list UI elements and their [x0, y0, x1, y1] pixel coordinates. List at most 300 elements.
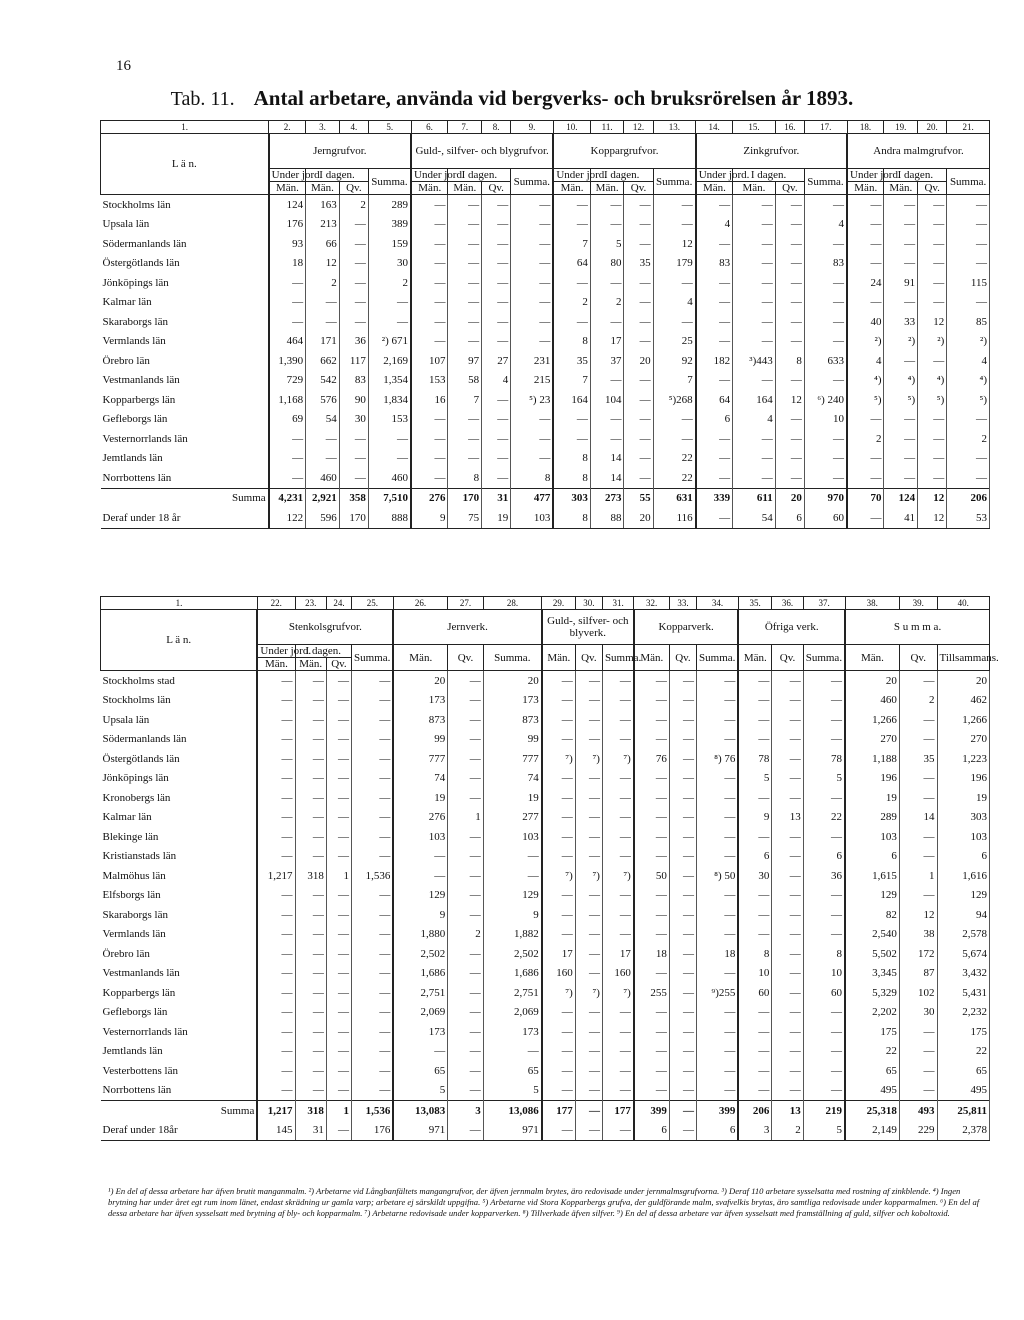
county-name: Vermlands län [101, 332, 269, 352]
county-name: Jönköpings län [101, 273, 269, 293]
cell-value: 888 [368, 508, 411, 528]
cell-value: — [269, 273, 306, 293]
cell-value: 493 [899, 1101, 937, 1121]
cell-value: ²) [947, 332, 990, 352]
cell-value: — [411, 468, 448, 488]
cell-value: — [918, 449, 947, 469]
cell-value: — [411, 429, 448, 449]
cell-value: 399 [697, 1101, 739, 1121]
cell-value: — [368, 312, 411, 332]
cell-value: — [847, 508, 884, 528]
cell-value: — [775, 468, 804, 488]
under-jord-header: Under jord. [269, 169, 306, 182]
cell-value: — [697, 905, 739, 925]
cell-value: 16 [411, 390, 448, 410]
cell-value: — [669, 1061, 696, 1081]
cell-value: 160 [542, 964, 575, 984]
cell-value: — [847, 449, 884, 469]
table-row [101, 234, 990, 254]
cell-value: 8 [553, 508, 590, 528]
cell-value: — [669, 1022, 696, 1042]
cell-value: — [918, 351, 947, 371]
i-dagen-header: I dagen. [306, 169, 369, 182]
column-number: 10. [553, 121, 590, 134]
cell-value: — [295, 847, 326, 867]
cell-value: — [602, 808, 633, 828]
cell-value: — [602, 886, 633, 906]
cell-value: — [918, 429, 947, 449]
county-name: Södermanlands län [101, 234, 269, 254]
table-row [101, 371, 990, 391]
cell-value: 2 [368, 273, 411, 293]
cell-value: 83 [696, 254, 733, 274]
county-name: Norrbottens län [101, 468, 269, 488]
cell-value: — [947, 410, 990, 430]
cell-value: 5 [803, 769, 845, 789]
cell-value: 31 [295, 1121, 326, 1141]
cell-value: 1 [326, 1101, 351, 1121]
cell-value: 270 [845, 730, 899, 750]
cell-value: 8 [738, 944, 771, 964]
cell-value: — [772, 1003, 803, 1023]
cell-value: — [803, 671, 845, 691]
cell-value: — [733, 254, 776, 274]
cell-value: — [511, 332, 554, 352]
cell-value: 339 [696, 488, 733, 508]
table-row [101, 905, 990, 925]
cell-value: — [448, 312, 482, 332]
cell-value: — [326, 827, 351, 847]
cell-value: 65 [483, 1061, 542, 1081]
column-number: 21. [947, 121, 990, 134]
cell-value: 8 [553, 449, 590, 469]
column-number: 13. [653, 121, 696, 134]
cell-value: — [899, 1022, 937, 1042]
page-number: 16 [116, 58, 131, 74]
cell-value: 92 [653, 351, 696, 371]
column-number: 34. [697, 597, 739, 610]
cell-value: — [775, 410, 804, 430]
cell-value: — [542, 1042, 575, 1062]
cell-value: 3 [738, 1121, 771, 1141]
man-header: Män. [733, 182, 776, 195]
cell-value: 4 [482, 371, 511, 391]
cell-value: — [697, 1022, 739, 1042]
cell-value: — [804, 449, 847, 469]
cell-value: 31 [482, 488, 511, 508]
cell-value: — [899, 769, 937, 789]
cell-value: 2 [448, 925, 484, 945]
cell-value: — [448, 254, 482, 274]
cell-value: 19 [845, 788, 899, 808]
cell-value: 6 [738, 847, 771, 867]
qv-header: Qv. [482, 182, 511, 195]
cell-value: — [947, 449, 990, 469]
cell-value: 4 [653, 293, 696, 313]
cell-value: — [697, 1081, 739, 1101]
cell-value: — [483, 847, 542, 867]
cell-value: 8 [775, 351, 804, 371]
cell-value: — [511, 410, 554, 430]
cell-value: — [884, 254, 918, 274]
cell-value: — [448, 769, 484, 789]
summa-header: Summa. [653, 169, 696, 195]
cell-value: 122 [269, 508, 306, 528]
cell-value: — [733, 332, 776, 352]
cell-value: 94 [937, 905, 989, 925]
cell-value: — [733, 468, 776, 488]
qv-header: Qv. [899, 645, 937, 671]
cell-value: — [351, 1003, 393, 1023]
county-name: Norrbottens län [101, 1081, 258, 1101]
cell-value: ²) [918, 332, 947, 352]
cell-value: 1,354 [368, 371, 411, 391]
cell-value: — [847, 410, 884, 430]
group-header: Andra malmgrufvor. [847, 134, 990, 169]
cell-value: — [803, 925, 845, 945]
cell-value: 318 [295, 866, 326, 886]
cell-value: — [511, 254, 554, 274]
column-number: 40. [937, 597, 989, 610]
cell-value: — [339, 215, 368, 235]
cell-value: — [351, 808, 393, 828]
column-number: 18. [847, 121, 884, 134]
man-header: Män. [269, 182, 306, 195]
cell-value: — [351, 1081, 393, 1101]
man-header: Män. [393, 645, 447, 671]
cell-value: — [697, 1061, 739, 1081]
cell-value: 5,674 [937, 944, 989, 964]
cell-value: 13 [772, 808, 803, 828]
cell-value: 633 [804, 351, 847, 371]
table-row [101, 691, 990, 711]
cell-value: — [634, 769, 670, 789]
under-jord-header: Under jord. [257, 645, 295, 658]
cell-value: — [634, 808, 670, 828]
cell-value: — [257, 749, 295, 769]
cell-value: ²) [847, 332, 884, 352]
cell-value: 12 [775, 390, 804, 410]
cell-value: — [306, 449, 340, 469]
cell-value: — [697, 788, 739, 808]
i-dagen-header: I dagen. [884, 169, 947, 182]
cell-value: — [669, 847, 696, 867]
cell-value: — [553, 195, 590, 215]
cell-value: — [351, 886, 393, 906]
cell-value: — [602, 1121, 633, 1141]
cell-value: — [257, 769, 295, 789]
cell-value: 3 [448, 1101, 484, 1121]
county-name: Gefleborgs län [101, 1003, 258, 1023]
column-number: 19. [884, 121, 918, 134]
cell-value: — [803, 905, 845, 925]
cell-value: 5,431 [937, 983, 989, 1003]
cell-value: 78 [738, 749, 771, 769]
cell-value: 276 [411, 488, 448, 508]
cell-value: 19 [483, 788, 542, 808]
cell-value: — [368, 293, 411, 313]
cell-value: — [326, 886, 351, 906]
cell-value: — [696, 371, 733, 391]
cell-value: 24 [847, 273, 884, 293]
cell-value: — [482, 273, 511, 293]
cell-value: — [884, 234, 918, 254]
cell-value: — [847, 195, 884, 215]
cell-value: 93 [269, 234, 306, 254]
cell-value: — [257, 691, 295, 711]
cell-value: — [351, 788, 393, 808]
cell-value: 542 [306, 371, 340, 391]
cell-value: 102 [899, 983, 937, 1003]
cell-value: — [847, 215, 884, 235]
cell-value: — [542, 905, 575, 925]
cell-value: — [590, 195, 624, 215]
cell-value: — [257, 788, 295, 808]
cell-value: — [553, 312, 590, 332]
cell-value: — [775, 195, 804, 215]
cell-value: — [575, 1121, 602, 1141]
cell-value: — [542, 847, 575, 867]
cell-value: 576 [306, 390, 340, 410]
column-number: 23. [295, 597, 326, 610]
cell-value: — [575, 1042, 602, 1062]
cell-value: — [696, 449, 733, 469]
cell-value: — [899, 730, 937, 750]
cell-value: — [669, 983, 696, 1003]
group-header: Stenkolsgrufvor. [257, 610, 393, 645]
qv-header: Qv. [775, 182, 804, 195]
cell-value: 50 [634, 866, 670, 886]
column-number: 14. [696, 121, 733, 134]
cell-value: ⁷) [575, 749, 602, 769]
cell-value: 2,540 [845, 925, 899, 945]
cell-value: — [482, 293, 511, 313]
cell-value: — [624, 234, 653, 254]
cell-value: — [669, 905, 696, 925]
cell-value: — [899, 671, 937, 691]
county-name: Upsala län [101, 710, 258, 730]
cell-value: 70 [847, 488, 884, 508]
cell-value: — [624, 468, 653, 488]
cell-value: — [393, 847, 447, 867]
cell-value: 103 [937, 827, 989, 847]
cell-value: 1,834 [368, 390, 411, 410]
man-header: Män. [884, 182, 918, 195]
table-row [101, 273, 990, 293]
row-header: L ä n. [101, 610, 258, 671]
cell-value: 2,751 [483, 983, 542, 1003]
cell-value: — [634, 691, 670, 711]
column-number: 6. [411, 121, 448, 134]
cell-value: — [624, 390, 653, 410]
cell-value: — [634, 886, 670, 906]
cell-value: — [624, 273, 653, 293]
cell-value: — [775, 449, 804, 469]
cell-value: — [738, 1003, 771, 1023]
cell-value: 74 [393, 769, 447, 789]
cell-value: 4 [733, 410, 776, 430]
table-row [101, 788, 990, 808]
cell-value: 30 [738, 866, 771, 886]
table-row [101, 886, 990, 906]
cell-value: — [326, 1042, 351, 1062]
cell-value: — [775, 312, 804, 332]
cell-value: — [257, 944, 295, 964]
table-row [101, 671, 990, 691]
cell-value: — [351, 710, 393, 730]
cell-value: — [339, 254, 368, 274]
column-number: 29. [542, 597, 575, 610]
cell-value: — [624, 332, 653, 352]
cell-value: 170 [339, 508, 368, 528]
cell-value: — [448, 429, 482, 449]
cell-value: 213 [306, 215, 340, 235]
cell-value: 12 [653, 234, 696, 254]
cell-value: 1,390 [269, 351, 306, 371]
cell-value: 69 [269, 410, 306, 430]
column-number: 2. [269, 121, 306, 134]
cell-value: — [351, 847, 393, 867]
cell-value: — [624, 371, 653, 391]
cell-value: 13,083 [393, 1101, 447, 1121]
cell-value: 18 [634, 944, 670, 964]
cell-value: 8 [803, 944, 845, 964]
cell-value: 80 [590, 254, 624, 274]
cell-value: — [448, 866, 484, 886]
under-jord-header: Under jord. [696, 169, 733, 182]
cell-value: — [899, 788, 937, 808]
cell-value: 25,318 [845, 1101, 899, 1121]
cell-value: — [411, 312, 448, 332]
cell-value: 12 [918, 312, 947, 332]
county-name: Malmöhus län [101, 866, 258, 886]
cell-value: 477 [511, 488, 554, 508]
cell-value: — [947, 195, 990, 215]
cell-value: 82 [845, 905, 899, 925]
cell-value: — [257, 983, 295, 1003]
cell-value: — [575, 827, 602, 847]
cell-value: 179 [653, 254, 696, 274]
cell-value: — [575, 691, 602, 711]
cell-value: — [669, 827, 696, 847]
cell-value: — [511, 429, 554, 449]
table-row [101, 1003, 990, 1023]
cell-value: 970 [804, 488, 847, 508]
cell-value: 104 [590, 390, 624, 410]
cell-value: 172 [899, 944, 937, 964]
cell-value: 20 [775, 488, 804, 508]
table-row [101, 449, 990, 469]
cell-value: 5 [738, 769, 771, 789]
cell-value: — [634, 905, 670, 925]
cell-value: 196 [845, 769, 899, 789]
cell-value: 27 [482, 351, 511, 371]
cell-value: — [351, 730, 393, 750]
cell-value: — [542, 1061, 575, 1081]
cell-value: ⁷) [602, 983, 633, 1003]
cell-value: — [542, 925, 575, 945]
table-row [101, 429, 990, 449]
cell-value: 116 [653, 508, 696, 528]
cell-value: — [624, 195, 653, 215]
cell-value: — [803, 788, 845, 808]
cell-value: — [326, 1061, 351, 1081]
cell-value: 107 [411, 351, 448, 371]
qv-header: Qv. [624, 182, 653, 195]
cell-value: 9 [483, 905, 542, 925]
cell-value: — [602, 1022, 633, 1042]
table-row [101, 312, 990, 332]
cell-value: — [738, 925, 771, 945]
cell-value: 17 [590, 332, 624, 352]
cell-value: 176 [351, 1121, 393, 1141]
cell-value: 5,329 [845, 983, 899, 1003]
cell-value: 10 [804, 410, 847, 430]
cell-value: — [542, 1022, 575, 1042]
county-name: Kristianstads län [101, 847, 258, 867]
cell-value: — [448, 215, 482, 235]
cell-value: ⁵) [947, 390, 990, 410]
cell-value: 777 [393, 749, 447, 769]
cell-value: — [257, 1042, 295, 1062]
cell-value: — [772, 905, 803, 925]
cell-value: 4 [804, 215, 847, 235]
county-name: Stockholms län [101, 195, 269, 215]
cell-value: — [847, 468, 884, 488]
column-number: 5. [368, 121, 411, 134]
cell-value: — [326, 905, 351, 925]
cell-value: — [542, 691, 575, 711]
cell-value: — [339, 293, 368, 313]
cell-value: — [775, 429, 804, 449]
cell-value: — [411, 293, 448, 313]
cell-value: — [351, 925, 393, 945]
man-header: Män. [634, 645, 670, 671]
cell-value: — [696, 332, 733, 352]
cell-value: — [269, 312, 306, 332]
cell-value: — [351, 749, 393, 769]
county-name: Örebro län [101, 944, 258, 964]
county-name: Gefleborgs län [101, 410, 269, 430]
cell-value: 64 [553, 254, 590, 274]
cell-value: 20 [483, 671, 542, 691]
cell-value: — [653, 195, 696, 215]
cell-value: — [482, 195, 511, 215]
cell-value: — [775, 234, 804, 254]
cell-value: — [553, 215, 590, 235]
qv-header: Qv. [669, 645, 696, 671]
cell-value: 17 [542, 944, 575, 964]
cell-value: 460 [306, 468, 340, 488]
cell-value: 103 [845, 827, 899, 847]
table-row [101, 827, 990, 847]
summa-header: Summa. [697, 645, 739, 671]
cell-value: 358 [339, 488, 368, 508]
cell-value: — [326, 749, 351, 769]
cell-value: — [772, 925, 803, 945]
column-number: 15. [733, 121, 776, 134]
cell-value: 460 [845, 691, 899, 711]
cell-value: 873 [393, 710, 447, 730]
cell-value: — [634, 847, 670, 867]
summa-header: Summa. [368, 169, 411, 195]
cell-value: — [295, 827, 326, 847]
cell-value: — [738, 827, 771, 847]
cell-value: — [257, 964, 295, 984]
cell-value: — [669, 730, 696, 750]
cell-value: 99 [393, 730, 447, 750]
cell-value: — [669, 866, 696, 886]
